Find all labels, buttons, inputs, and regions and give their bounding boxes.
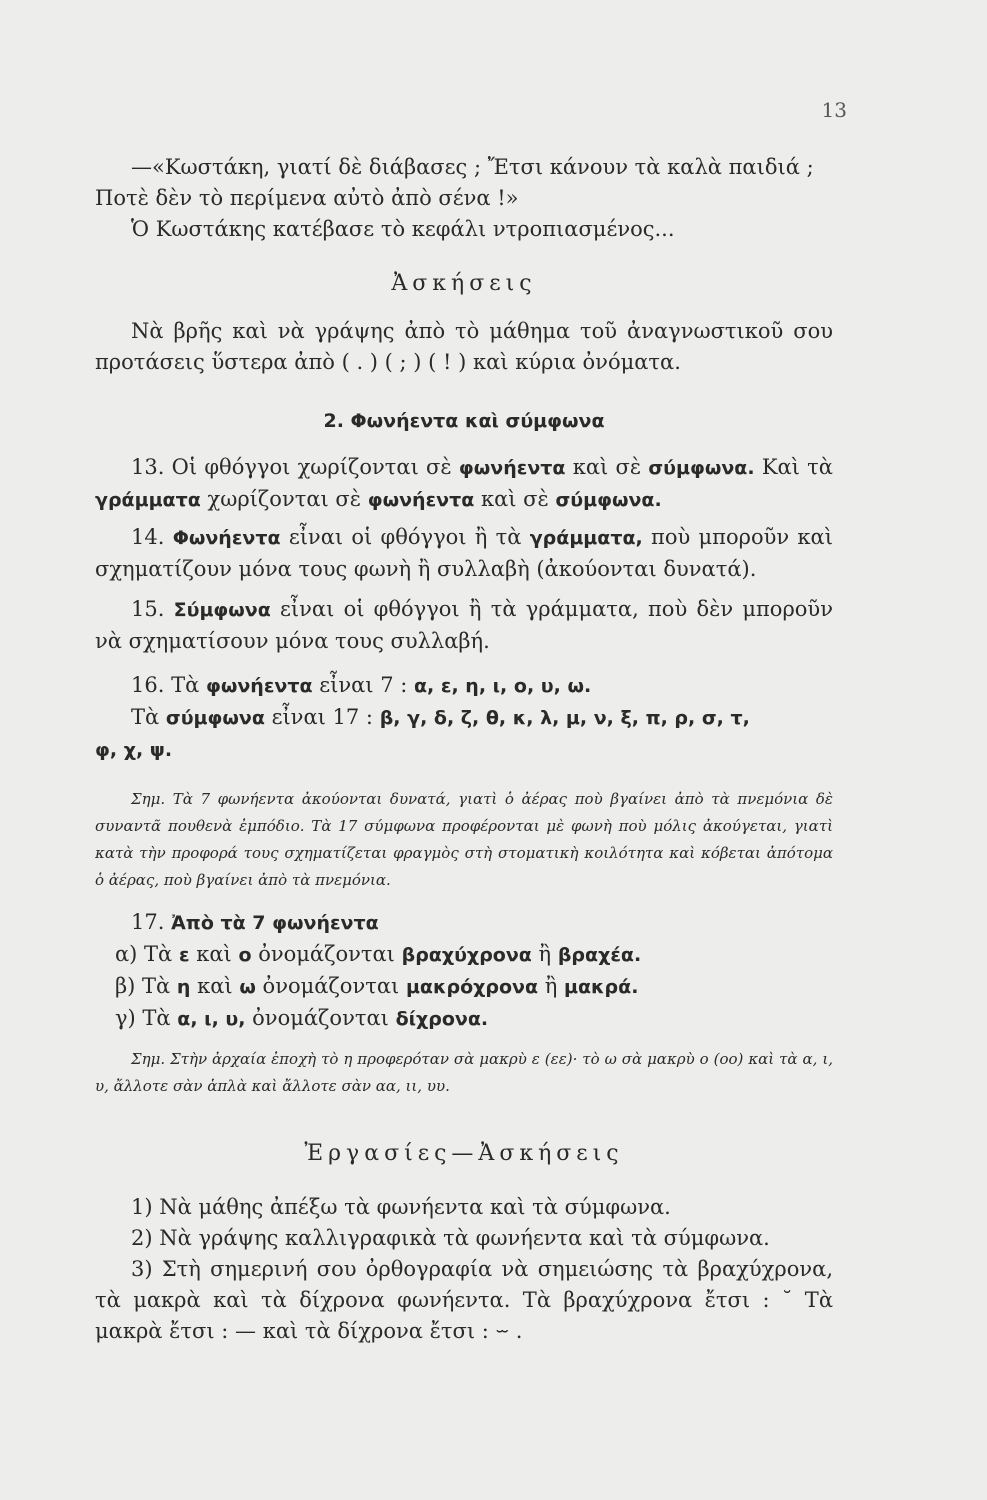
- paragraph-16: [95, 670, 833, 766]
- p17-item-c: γ) Τὰ α, ι, υ, ὀνομάζονται δίχρονα.: [115, 1006, 489, 1030]
- paragraph-13: 13. Οἱ φθόγγοι χωρίζονται σὲ φωνήεντα καὶ σὲ σύμφωνα. Καὶ τὰ γράμματα χωρίζονται σὲ φωνήεντα καὶ σὲ σύμφωνα.: [95, 455, 833, 511]
- p17-item-b: β) Τὰ η καὶ ω ὀνομάζονται μακρόχρονα ἢ μακρά.: [115, 974, 639, 998]
- paragraph-17: [95, 907, 833, 1035]
- note-2: Σημ. Στὴν ἀρχαία ἐποχὴ τὸ η προφερόταν σὰ μακρὺ ε (εε)· τὸ ω σὰ μακρὺ ο (οο) καὶ τὰ α, ι, υ, ἄλλοτε σὰν ἁπλὰ καὶ ἄλλοτε σὰν αα, ιι, υυ.: [95, 1050, 833, 1095]
- consonants-line: Τὰ σύμφωνα εἶναι 17 : β, γ, δ, ζ, θ, κ, λ, μ, ν, ξ, π, ρ, σ, τ,: [131, 705, 750, 729]
- assignment-item: 2) Νὰ γράψης καλλιγραφικὰ τὰ φωνήεντα καὶ τὰ σύμφωνα.: [131, 1226, 770, 1250]
- dialogue-line: —«Κωστάκη, γιατί δὲ διάβασες ; Ἔτσι κάνουν τὰ καλὰ παιδιά ;: [131, 155, 814, 179]
- note-1: Σημ. Τὰ 7 φωνήεντα ἀκούονται δυνατά, γιατὶ ὁ ἀέρας ποὺ βγαίνει ἀπὸ τὰ πνεμόνια δὲ συναντᾶ πουθενὰ ἐμπόδιο. Τὰ 17 σύμφωνα προφέρονται μὲ φωνὴ ποὺ μόλις ἀκούγεται, γιατὶ κατὰ τὴν προφορά τους σχηματίζεται φραγμὸς στὴ στοματικὴ κοιλότητα καὶ κόβεται ἀπότομα ὁ ἀέρας, ποὺ βγαίνει ἀπὸ τὰ πνεμόνια.: [95, 790, 833, 889]
- exercise-paragraph: Νὰ βρῆς καὶ νὰ γράψης ἀπὸ τὸ μάθημα τοῦ ἀναγνωστικοῦ σου προτάσεις ὕστερα ἀπὸ ( . ) ( ; ) ( ! ) καὶ κύρια ὀνόματα.: [95, 319, 833, 374]
- vowels-line: 16. Τὰ φωνήεντα εἶναι 7 : α, ε, η, ι, ο, υ, ω.: [131, 673, 592, 697]
- consonants-line-2: φ, χ, ψ.: [95, 739, 173, 761]
- p17-item-a: α) Τὰ ε καὶ ο ὀνομάζονται βραχύχρονα ἢ βραχέα.: [115, 942, 642, 966]
- paragraph-14: 14. Φωνήεντα εἶναι οἱ φθόγγοι ἢ τὰ γράμματα, ποὺ μποροῦν καὶ σχηματίζουν μόνα τους φωνὴ ἢ συλλαβὴ (ἀκούονται δυνατά).: [95, 525, 833, 581]
- assignments-list: [95, 1192, 833, 1347]
- dialogue-line: Ὁ Κωστάκης κατέβασε τὸ κεφάλι ντροπιασμένος...: [131, 217, 675, 241]
- assignments-heading: Ἐργασίες—Ἀσκήσεις: [304, 1141, 624, 1166]
- page-number: 13: [821, 98, 847, 122]
- p17-title-line: 17. Ἀπὸ τὰ 7 φωνήεντα: [131, 910, 379, 934]
- assignment-item: 1) Νὰ μάθης ἀπέξω τὰ φωνήεντα καὶ τὰ σύμφωνα.: [131, 1195, 671, 1219]
- assignment-item: 3) Στὴ σημερινή σου ὀρθογραφία νὰ σημειώσης τὰ βραχύχρονα, τὰ μακρὰ καὶ τὰ δίχρονα φωνήεντα. Τὰ βραχύχρονα ἔτσι : ˘ Τὰ μακρὰ ἔτσι : — καὶ τὰ δίχρονα ἔτσι : ⏖ .: [95, 1257, 833, 1343]
- dialogue-block: [95, 152, 833, 245]
- section-title: 2. Φωνήεντα καὶ σύμφωνα: [323, 410, 605, 432]
- dialogue-line: Ποτὲ δὲν τὸ περίμενα αὐτὸ ἀπὸ σένα !»: [95, 186, 519, 210]
- exercises-heading: Ἀσκήσεις: [391, 271, 537, 296]
- paragraph-15: 15. Σύμφωνα εἶναι οἱ φθόγγοι ἢ τὰ γράμματα, ποὺ δὲν μποροῦν νὰ σχηματίσουν μόνα τους συλλαβή.: [95, 597, 833, 653]
